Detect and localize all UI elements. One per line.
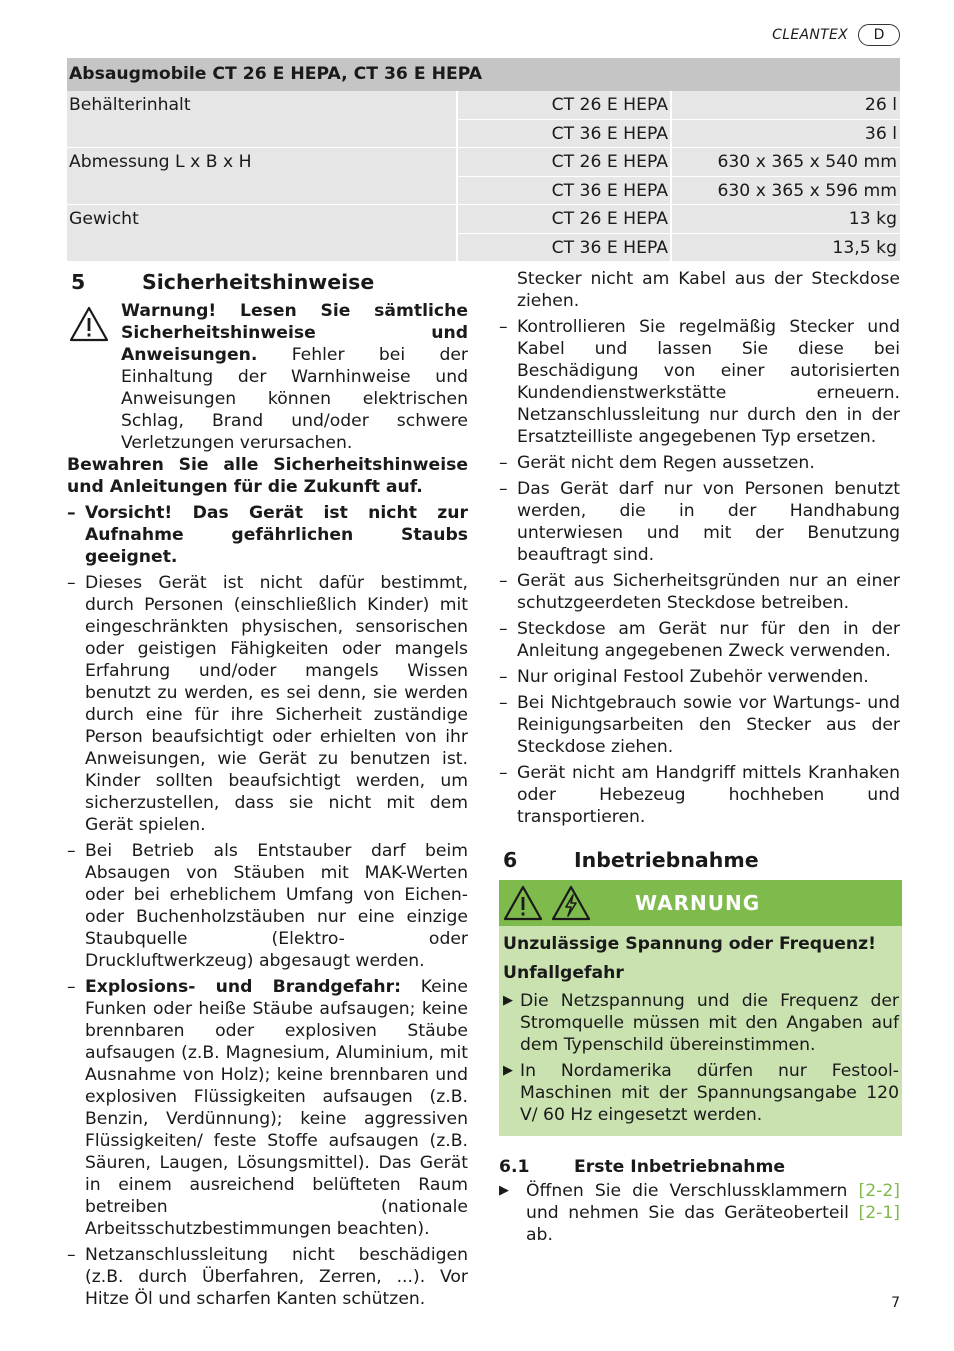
list-item: – Dieses Gerät ist nicht dafür bestimmt, durch Personen (einschließlich Kinder) mit eingeschränkten physischen, sensorischen oder geistigen Fähigkeiten oder mangels Erfahrung und/oder mangels Wissen benutzt zu werden, es sei denn, sie werden durch eine für ihre Sicherheit zuständige Person beaufsichtigt oder erhielten von ihr Anweisungen, wie Gerät zu benutzen ist. Kinder sollten beaufsichtigt werden, um sicherzustellen, dass sie nicht mit dem Gerät spielen. [67,572,468,836]
warning-icons [503,885,591,921]
spec-model: CT 36 E HEPA [458,176,670,204]
left-column [67,268,468,1314]
table-row [67,176,900,205]
page-header [772,24,900,46]
spec-model: CT 36 E HEPA [458,233,670,261]
safety-list-continued [499,316,900,828]
page-number: 7 [891,1295,900,1311]
table-row [67,119,900,148]
warning-bold-text: Warnung! Lesen Sie sämtliche Sicherheitshinweise und Anweisungen. [121,301,468,365]
spec-table [67,58,900,261]
section-title: Inbetriebnahme [574,848,759,872]
step-text-c: ab. [526,1225,553,1245]
keep-instructions-text: Bewahren Sie alle Sicherheitshinweise und Anleitungen für die Zukunft auf. [67,455,468,497]
explosion-warning-text: Keine Funken oder heiße Stäube aufsaugen; keine brennbaren oder explosiven Stäube aufsaugen (z.B. Magnesium, Aluminium, mit Ausnahme von Holz); keine brennbaren und explosiven Flüssigkeiten aufsaugen (z.B. Benzin, Verdünnung); keine aggressiven Flüssigkeiten/ feste Stoffe aufsaugen (z.B. Säuren, Laugen, Lösungsmittel). Das Gerät in einem ausreichend belüfteten Raum betreiben (nationale Arbeitsschutzbestimmungen beachten). [85,977,468,1239]
right-column [499,268,900,1246]
section-heading [499,846,900,874]
warning-heading: Unzulässige Spannung oder Frequenz! [503,934,877,954]
section-heading [67,268,468,296]
spec-label [67,119,456,147]
electric-hazard-icon [551,885,591,921]
spec-label [67,233,456,261]
safety-warning-paragraph [67,300,468,454]
warning-triangle-icon [503,885,543,921]
list-item: ▶ In Nordamerika dürfen nur Festool-Maschinen mit der Spannungsangabe 120 V/ 60 Hz eingesetzt werden. [503,1060,899,1126]
list-item-continuation: Stecker nicht am Kabel aus der Steckdose ziehen. [517,269,900,311]
list-item: – Gerät nicht am Handgriff mittels Kranhaken oder Hebezeug hochheben und transportieren. [499,762,900,828]
list-item: – Steckdose am Gerät nur für den in der Anleitung angegebenen Zweck verwenden. [499,618,900,662]
spec-model: CT 26 E HEPA [458,148,670,176]
warning-points [503,990,899,1126]
safety-list [67,502,468,1310]
table-row [67,91,900,119]
spec-model: CT 26 E HEPA [458,91,670,119]
table-row [67,233,900,261]
subsection-title: Erste Inbetriebnahme [574,1157,786,1177]
instruction-step [499,1180,900,1246]
spec-label: Gewicht [67,205,456,233]
step-text-a: Öffnen Sie die Verschlussklammern [526,1181,859,1201]
figure-reference-link[interactable]: [2-1] [858,1203,900,1223]
list-item: – Nur original Festool Zubehör verwenden. [499,666,900,688]
warning-triangle-icon [69,306,109,342]
list-item: – Gerät aus Sicherheitsgründen nur an einer schutzgeerdeten Steckdose betreiben. [499,570,900,614]
subsection-heading [499,1156,900,1178]
section-number: 6 [503,848,518,872]
list-item: – Das Gerät darf nur von Personen benutzt werden, die in der Handhabung unterwiesen und mit der Benutzung beauftragt sind. [499,478,900,566]
spec-value: 630 x 365 x 596 mm [672,176,900,204]
explosion-warning-label: Explosions- und Brandgefahr: [85,977,402,997]
warning-box-header [499,880,902,926]
table-row [67,148,900,176]
figure-reference-link[interactable]: [2-2] [858,1181,900,1201]
list-item [67,976,468,1240]
warning-box-body [499,926,902,1136]
step-arrow-icon: ▶ [499,1183,509,1198]
spec-value: 13,5 kg [672,233,900,261]
step-text-b: und nehmen Sie das Geräteoberteil [526,1203,859,1223]
spec-label: Abmessung L x B x H [67,148,456,176]
warning-box [499,880,902,1136]
spec-model: CT 26 E HEPA [458,205,670,233]
list-item: ▶ Die Netzspannung und die Frequenz der Stromquelle müssen mit den Angaben auf dem Typenschild übereinstimmen. [503,990,899,1056]
warning-subheading: Unfallgefahr [503,963,624,983]
list-item: – Gerät nicht dem Regen aussetzen. [499,452,900,474]
list-item: – Bei Nichtgebrauch sowie vor Wartungs- und Reinigungsarbeiten den Stecker aus der Steckdose ziehen. [499,692,900,758]
spec-value: 26 l [672,91,900,119]
brand-name: CLEANTEX [772,27,848,43]
list-item: – Vorsicht! Das Gerät ist nicht zur Aufnahme gefährlichen Staubs geeignet. [67,502,468,568]
spec-table-title: Absaugmobile CT 26 E HEPA, CT 36 E HEPA [67,58,900,91]
spec-label [67,176,456,204]
section-number: 5 [71,270,86,294]
warning-label: WARNUNG [635,891,761,915]
table-row [67,205,900,233]
section-title: Sicherheitshinweise [142,270,375,294]
spec-value: 630 x 365 x 540 mm [672,148,900,176]
warning-text: Fehler bei der Einhaltung der Warnhinweise und Anweisungen können elektrischen Schlag, Brand und/oder schwere Verletzungen verursachen. [121,345,468,453]
spec-value: 36 l [672,119,900,147]
spec-model: CT 36 E HEPA [458,119,670,147]
language-badge: D [858,24,900,46]
subsection-number: 6.1 [499,1157,530,1177]
list-item: – Kontrollieren Sie regelmäßig Stecker und Kabel und lassen Sie diese bei Beschädigung von einer autorisierten Kundendienstwerkstätte erneuern. Netzanschlussleitung nur durch den in der Ersatzteilliste angegebenen Typ ersetzen. [499,316,900,448]
list-item: – Bei Betrieb als Entstauber darf beim Absaugen von Stäuben mit MAK-Werten oder bei erheblichem Umfang von Eichen- oder Buchenholzstäuben nur eine einzige Staubquelle (Elektro- oder Druckluftwerkzeug) abgesaugt werden. [67,840,468,972]
spec-label: Behälterinhalt [67,91,456,119]
list-item: – Netzanschlussleitung nicht beschädigen (z.B. durch Überfahren, Zerren, ...). Vor Hitze Öl und scharfen Kanten schützen. [67,1244,468,1310]
spec-value: 13 kg [672,205,900,233]
